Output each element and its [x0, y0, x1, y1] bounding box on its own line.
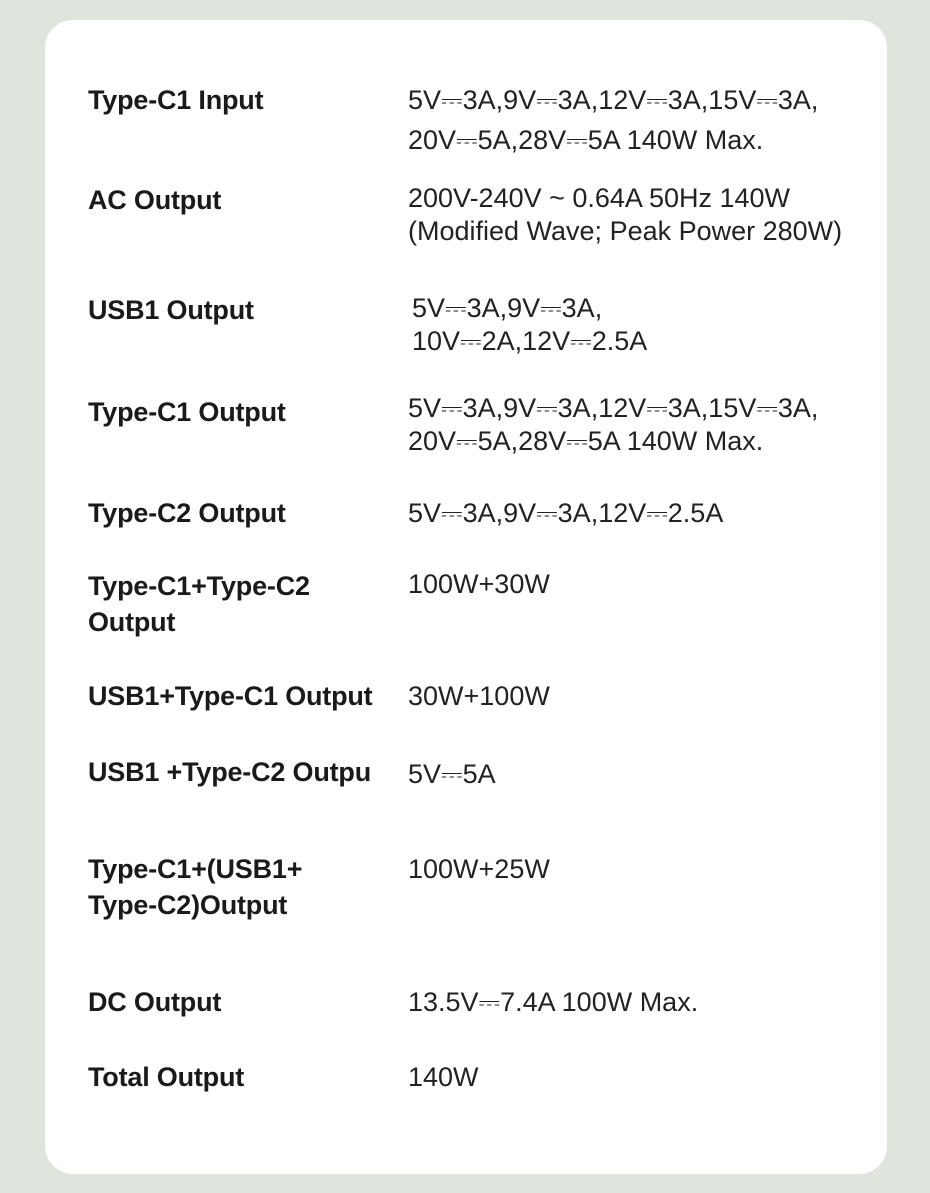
- spec-value: 5V⎓3A,9V⎓3A,12V⎓2.5A: [408, 498, 724, 528]
- spec-label: Type-C1+(USB1+ Type-C2)Output: [88, 854, 303, 920]
- spec-value: 5V⎓3A,9V⎓3A,12V⎓3A,15V⎓3A, 20V⎓5A,28V⎓5A 140W Max.: [408, 393, 819, 456]
- spec-value: 100W+25W: [408, 854, 550, 884]
- spec-label: Type-C1 Input: [88, 85, 264, 115]
- spec-card: [45, 20, 887, 1174]
- spec-label: USB1 +Type-C2 Outpu: [88, 757, 371, 787]
- spec-label: USB1+Type-C1 Output: [88, 681, 373, 711]
- spec-value: 13.5V⎓7.4A 100W Max.: [408, 987, 699, 1017]
- spec-label: AC Output: [88, 185, 222, 215]
- spec-value: 100W+30W: [408, 569, 550, 599]
- spec-value: 200V-240V ~ 0.64A 50Hz 140W (Modified Wave; Peak Power 280W): [408, 183, 843, 246]
- spec-label: USB1 Output: [88, 295, 254, 325]
- spec-value: 5V⎓5A: [408, 759, 496, 789]
- spec-label: Total Output: [88, 1062, 245, 1092]
- spec-value: 140W: [408, 1062, 479, 1092]
- spec-value: 30W+100W: [408, 681, 550, 711]
- spec-value: 5V⎓3A,9V⎓3A,12V⎓3A,15V⎓3A, 20V⎓5A,28V⎓5A 140W Max.: [408, 85, 819, 155]
- spec-value: 5V⎓3A,9V⎓3A, 10V⎓2A,12V⎓2.5A: [412, 293, 648, 356]
- spec-label: DC Output: [88, 987, 222, 1017]
- spec-label: Type-C2 Output: [88, 498, 286, 528]
- spec-label: Type-C1+Type-C2 Output: [88, 571, 310, 637]
- spec-label: Type-C1 Output: [88, 397, 286, 427]
